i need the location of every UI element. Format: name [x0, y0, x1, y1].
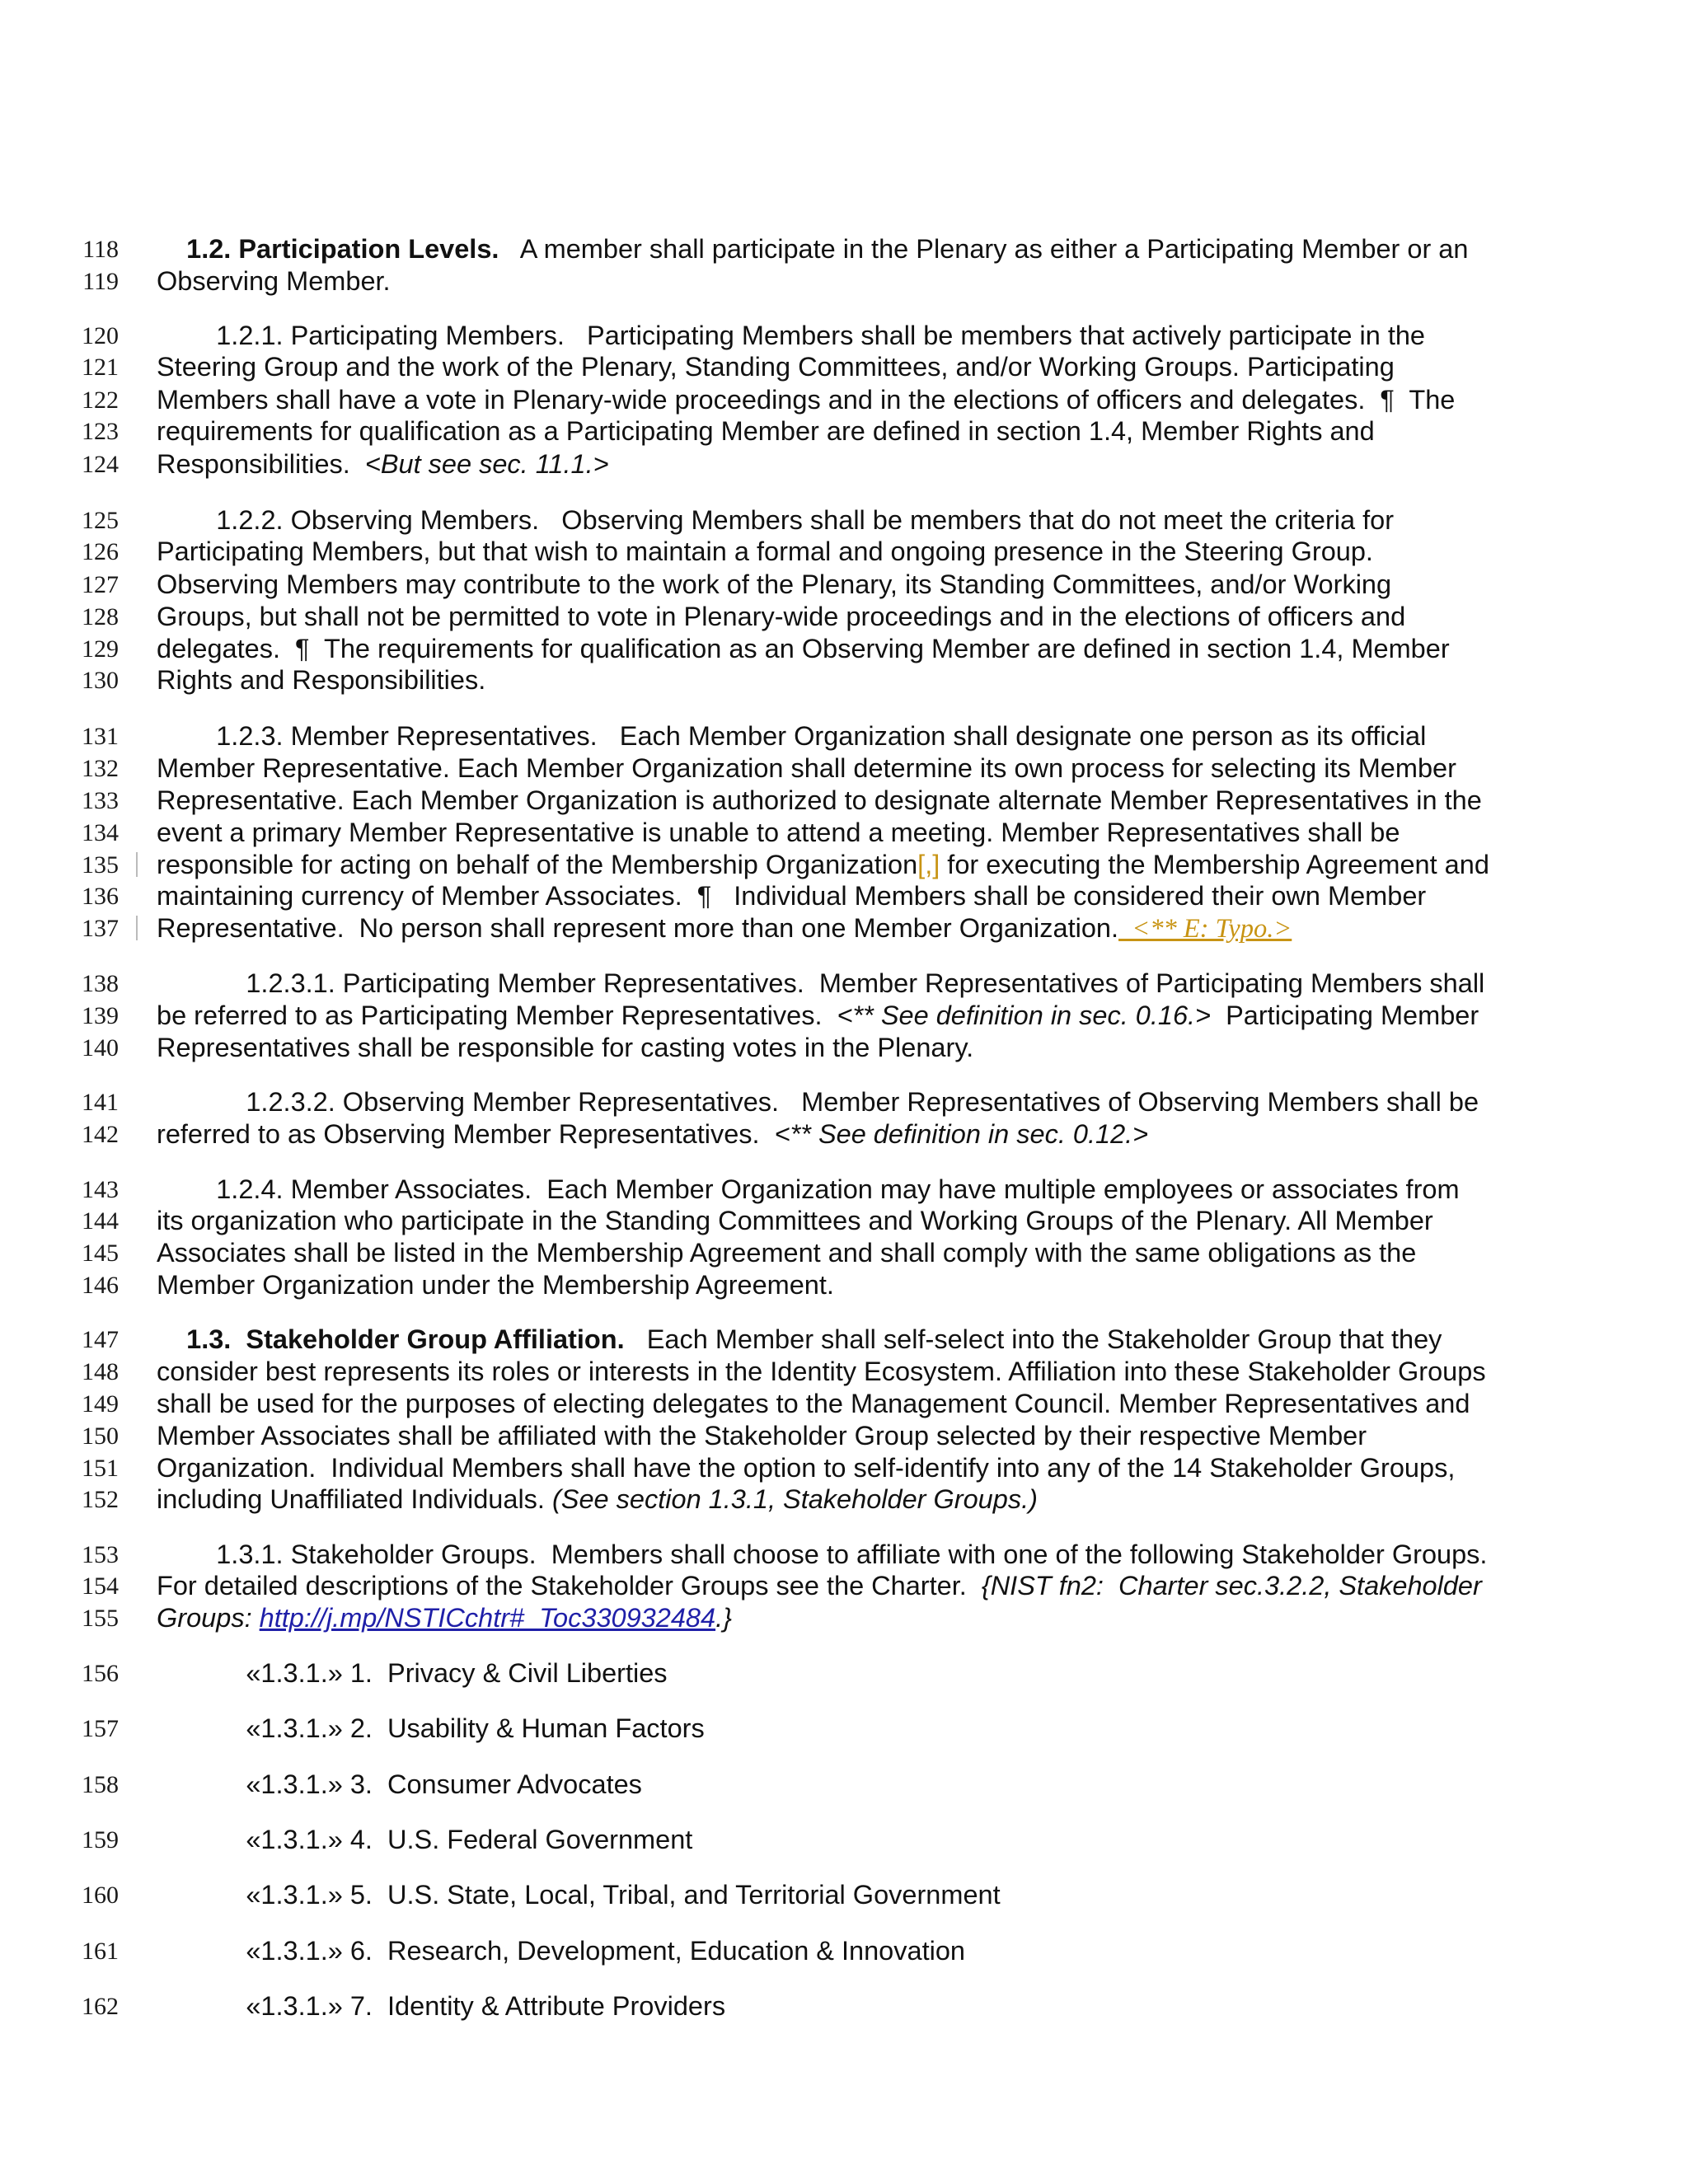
line-text: [157, 1483, 1038, 1516]
line-number: 141: [82, 1089, 119, 1116]
line-text: [157, 1269, 834, 1301]
line-text: [157, 1539, 1487, 1571]
document-line: [0, 1000, 1688, 1032]
line-text: [157, 817, 1400, 849]
text-run: «1.3.1.» 4. U.S. Federal Government: [157, 1825, 693, 1854]
line-text: [157, 720, 1426, 752]
line-text: [157, 912, 1292, 945]
document-line: [0, 817, 1688, 849]
tracked-change: [,]: [917, 850, 940, 879]
line-number: 158: [82, 1771, 119, 1798]
tracked-change-comment: <** E: Typo.>: [1118, 914, 1292, 944]
editorial-note: <But see sec. 11.1.>: [364, 449, 609, 479]
line-number: 144: [82, 1207, 119, 1235]
text-run: event a primary Member Representative is unable to attend a meeting. Member Representatives shall be: [157, 818, 1400, 847]
document-line: [0, 1324, 1688, 1356]
text-run: A member shall participate in the Plenary as either a Participating Member or an: [499, 234, 1469, 264]
line-number: 133: [82, 787, 119, 814]
line-number: 152: [82, 1486, 119, 1513]
document-line: [0, 1086, 1688, 1118]
text-run: Associates shall be listed in the Membership Agreement and shall comply with the same obligations as the: [157, 1238, 1417, 1268]
text-run: for executing the Membership Agreement and: [940, 850, 1489, 879]
document-line: [0, 351, 1688, 383]
line-number: 126: [82, 538, 119, 565]
editorial-note: <** See definition in sec. 0.16.>: [837, 1001, 1212, 1030]
line-number: 146: [82, 1272, 119, 1299]
text-run: «1.3.1.» 3. Consumer Advocates: [157, 1769, 642, 1799]
line-text: [157, 1879, 1001, 1911]
change-bar: [136, 916, 138, 940]
document-line: [0, 1539, 1688, 1571]
document-line: [0, 601, 1688, 633]
document-line: [0, 1483, 1688, 1516]
line-text: [157, 536, 1373, 568]
text-run: 1.2.3. Member Representatives. Each Member Organization shall designate one person as its official: [157, 721, 1427, 751]
document-line: [0, 664, 1688, 696]
line-number: 149: [82, 1390, 119, 1418]
document-line: [0, 1935, 1688, 1967]
change-bar: [136, 852, 138, 877]
line-text: [157, 1420, 1367, 1452]
line-number: 156: [82, 1660, 119, 1687]
document-line: [0, 1269, 1688, 1301]
document-line: [0, 384, 1688, 416]
line-text: [157, 1032, 973, 1064]
line-text: [157, 1570, 1482, 1602]
line-number: 118: [82, 236, 119, 263]
text-run: Steering Group and the work of the Plenary, Standing Committees, and/or Working Groups. Participating: [157, 352, 1395, 382]
text-run: 1.2.1. Participating Members. Participating Members shall be members that actively participate in the: [157, 321, 1426, 350]
text-run: Member Representative. Each Member Organization shall determine its own process for selecting its Member: [157, 753, 1456, 783]
line-text: [157, 504, 1394, 537]
line-number: 142: [82, 1121, 119, 1148]
line-number: 119: [82, 268, 119, 295]
line-number: 132: [82, 755, 119, 782]
text-run: Groups, but shall not be permitted to vote in Plenary-wide proceedings and in the elections of officers and: [157, 602, 1406, 631]
line-number: 120: [82, 322, 119, 349]
editorial-note: {NIST fn2: Charter sec.3.2.2, Stakeholder: [981, 1571, 1482, 1601]
editorial-note: .}: [715, 1603, 732, 1633]
line-text: [157, 1356, 1486, 1388]
section-heading: 1.3. Stakeholder Group Affiliation.: [186, 1324, 625, 1354]
line-number: 130: [82, 667, 119, 694]
text-run: For detailed descriptions of the Stakeholder Groups see the Charter.: [157, 1571, 982, 1601]
text-run: requirements for qualification as a Participating Member are defined in section 1.4, Member Rights and: [157, 416, 1375, 446]
document-line: [0, 1990, 1688, 2022]
document-line: [0, 233, 1688, 265]
text-run: referred to as Observing Member Representatives.: [157, 1119, 775, 1149]
editorial-note: <** See definition in sec. 0.12.>: [774, 1119, 1149, 1149]
editorial-note: Groups:: [157, 1603, 260, 1633]
document-line: [0, 720, 1688, 752]
line-number: 160: [82, 1882, 119, 1909]
line-text: [157, 664, 485, 696]
document-line: [0, 1420, 1688, 1452]
line-number: 162: [82, 1993, 119, 2020]
line-text: [157, 415, 1375, 448]
line-number: 157: [82, 1715, 119, 1742]
text-run: 1.2.4. Member Associates. Each Member Organization may have multiple employees or associates from: [157, 1174, 1460, 1204]
text-run: «1.3.1.» 1. Privacy & Civil Liberties: [157, 1658, 668, 1688]
line-text: [157, 233, 1468, 265]
document-line: [0, 968, 1688, 1000]
text-run: Rights and Responsibilities.: [157, 665, 486, 695]
document-line: [0, 1657, 1688, 1690]
line-text: [157, 1452, 1455, 1484]
line-text: [157, 320, 1425, 352]
line-text: [157, 880, 1426, 912]
text-run: its organization who participate in the Standing Committees and Working Groups of the Plenary. All Member: [157, 1206, 1433, 1235]
document-line: [0, 504, 1688, 537]
document-line: [0, 320, 1688, 352]
text-run: [157, 234, 186, 264]
line-text: [157, 448, 609, 480]
text-run: 1.2.3.2. Observing Member Representatives. Member Representatives of Observing Members shall be: [157, 1087, 1479, 1117]
line-number: 129: [82, 635, 119, 663]
document-line: [0, 265, 1688, 298]
text-run: «1.3.1.» 2. Usability & Human Factors: [157, 1713, 705, 1743]
line-number: 135: [82, 851, 119, 879]
line-text: [157, 1824, 692, 1856]
line-text: [157, 569, 1391, 601]
line-text: [157, 1324, 1442, 1356]
line-number: 131: [82, 723, 119, 750]
document-line: [0, 415, 1688, 448]
line-text: [157, 1602, 732, 1634]
text-run: shall be used for the purposes of electing delegates to the Management Council. Member Representatives and: [157, 1389, 1470, 1418]
text-run: be referred to as Participating Member Representatives.: [157, 1001, 837, 1030]
line-text: [157, 1990, 725, 2022]
line-number: 134: [82, 819, 119, 846]
document-line: [0, 1118, 1688, 1151]
document-line: [0, 1388, 1688, 1420]
document-line: [0, 1356, 1688, 1388]
text-run: «1.3.1.» 6. Research, Development, Education & Innovation: [157, 1936, 965, 1966]
charter-link[interactable]: http://j.mp/NSTICchtr#_Toc330932484: [259, 1603, 716, 1633]
text-run: [157, 1324, 186, 1354]
document-line: [0, 1174, 1688, 1206]
document-line: [0, 1713, 1688, 1745]
line-text: [157, 1086, 1479, 1118]
document-line: [0, 1824, 1688, 1856]
line-text: [157, 968, 1484, 1000]
document-line: [0, 1570, 1688, 1602]
document-line: [0, 1602, 1688, 1634]
line-text: [157, 1657, 668, 1690]
text-run: «1.3.1.» 7. Identity & Attribute Providers: [157, 1991, 726, 2021]
text-run: Representative. Each Member Organization is authorized to designate alternate Member Representatives in the: [157, 785, 1482, 815]
line-text: [157, 384, 1455, 416]
document-line: [0, 536, 1688, 568]
line-text: [157, 1205, 1433, 1237]
text-run: «1.3.1.» 5. U.S. State, Local, Tribal, and Territorial Government: [157, 1880, 1001, 1910]
document-line: [0, 1769, 1688, 1801]
text-run: including Unaffiliated Individuals.: [157, 1484, 552, 1514]
text-run: Participating Members, but that wish to maintain a formal and ongoing presence in the Steering Group.: [157, 537, 1373, 566]
text-run: Observing Member.: [157, 266, 391, 296]
line-number: 124: [82, 451, 119, 478]
line-text: [157, 1237, 1416, 1269]
text-run: delegates. ¶ The requirements for qualification as an Observing Member are defined in section 1.4, Member: [157, 634, 1450, 663]
text-run: 1.2.3.1. Participating Member Representatives. Member Representatives of Participating Members shall: [157, 968, 1485, 998]
document-line: [0, 448, 1688, 480]
line-text: [157, 1174, 1460, 1206]
document-line: [0, 1879, 1688, 1911]
document-line: [0, 752, 1688, 785]
line-number: 136: [82, 883, 119, 910]
section-heading: 1.2. Participation Levels.: [186, 234, 499, 264]
text-run: Member Associates shall be affiliated with the Stakeholder Group selected by their respective Member: [157, 1421, 1367, 1451]
text-run: Observing Members may contribute to the work of the Plenary, its Standing Committees, and/or Working: [157, 569, 1392, 599]
line-number: 151: [82, 1455, 119, 1482]
document-line: [0, 1237, 1688, 1269]
line-text: [157, 633, 1450, 665]
line-text: [157, 601, 1405, 633]
line-number: 153: [82, 1541, 119, 1568]
line-text: [157, 785, 1482, 817]
document-line: [0, 569, 1688, 601]
text-run: maintaining currency of Member Associates. ¶ Individual Members shall be considered their own Member: [157, 881, 1427, 911]
line-number: 140: [82, 1034, 119, 1062]
document-line: [0, 785, 1688, 817]
line-number: 143: [82, 1176, 119, 1203]
line-number: 137: [82, 915, 119, 942]
text-run: 1.3.1. Stakeholder Groups. Members shall choose to affiliate with one of the following Stakeholder Groups.: [157, 1540, 1488, 1569]
document-line: [0, 880, 1688, 912]
document-line: [0, 912, 1688, 944]
line-text: [157, 1000, 1479, 1032]
text-run: responsible for acting on behalf of the Membership Organization: [157, 850, 918, 879]
line-number: 121: [82, 354, 119, 381]
line-number: 147: [82, 1326, 119, 1353]
text-run: Members shall have a vote in Plenary-wide proceedings and in the elections of officers and delegates. ¶ The: [157, 385, 1456, 415]
text-run: Representative. No person shall represent more than one Member Organization.: [157, 913, 1119, 943]
line-number: 145: [82, 1240, 119, 1267]
line-number: 139: [82, 1002, 119, 1029]
line-number: 138: [82, 970, 119, 997]
document-line: [0, 1032, 1688, 1064]
text-run: 1.2.2. Observing Members. Observing Members shall be members that do not meet the criteria for: [157, 505, 1395, 535]
line-text: [157, 265, 391, 298]
text-run: Member Organization under the Membership Agreement.: [157, 1270, 834, 1300]
text-run: Each Member shall self-select into the Stakeholder Group that they: [624, 1324, 1442, 1354]
document-line: [0, 849, 1688, 881]
line-number: 123: [82, 418, 119, 445]
line-number: 155: [82, 1605, 119, 1632]
text-run: Responsibilities.: [157, 449, 365, 479]
line-number: 125: [82, 507, 119, 534]
text-run: Representatives shall be responsible for casting votes in the Plenary.: [157, 1033, 974, 1062]
text-run: Participating Member: [1211, 1001, 1479, 1030]
document-line: [0, 633, 1688, 665]
line-number: 150: [82, 1422, 119, 1450]
line-number: 148: [82, 1358, 119, 1385]
line-number: 122: [82, 387, 119, 414]
line-text: [157, 1713, 705, 1745]
line-number: 159: [82, 1826, 119, 1854]
document-line: [0, 1452, 1688, 1484]
text-run: Organization. Individual Members shall have the option to self-identify into any of the 14 Stakeholder Groups,: [157, 1453, 1456, 1483]
editorial-note: (See section 1.3.1, Stakeholder Groups.): [551, 1484, 1038, 1514]
line-text: [157, 1935, 965, 1967]
line-text: [157, 849, 1489, 881]
line-number: 127: [82, 571, 119, 598]
text-run: consider best represents its roles or interests in the Identity Ecosystem. Affiliation into these Stakeholder Groups: [157, 1357, 1486, 1386]
line-number: 161: [82, 1938, 119, 1965]
line-number: 154: [82, 1572, 119, 1600]
line-text: [157, 1118, 1148, 1151]
document-line: [0, 1205, 1688, 1237]
line-text: [157, 1769, 642, 1801]
line-text: [157, 1388, 1470, 1420]
line-text: [157, 351, 1395, 383]
line-number: 128: [82, 603, 119, 630]
line-text: [157, 752, 1456, 785]
